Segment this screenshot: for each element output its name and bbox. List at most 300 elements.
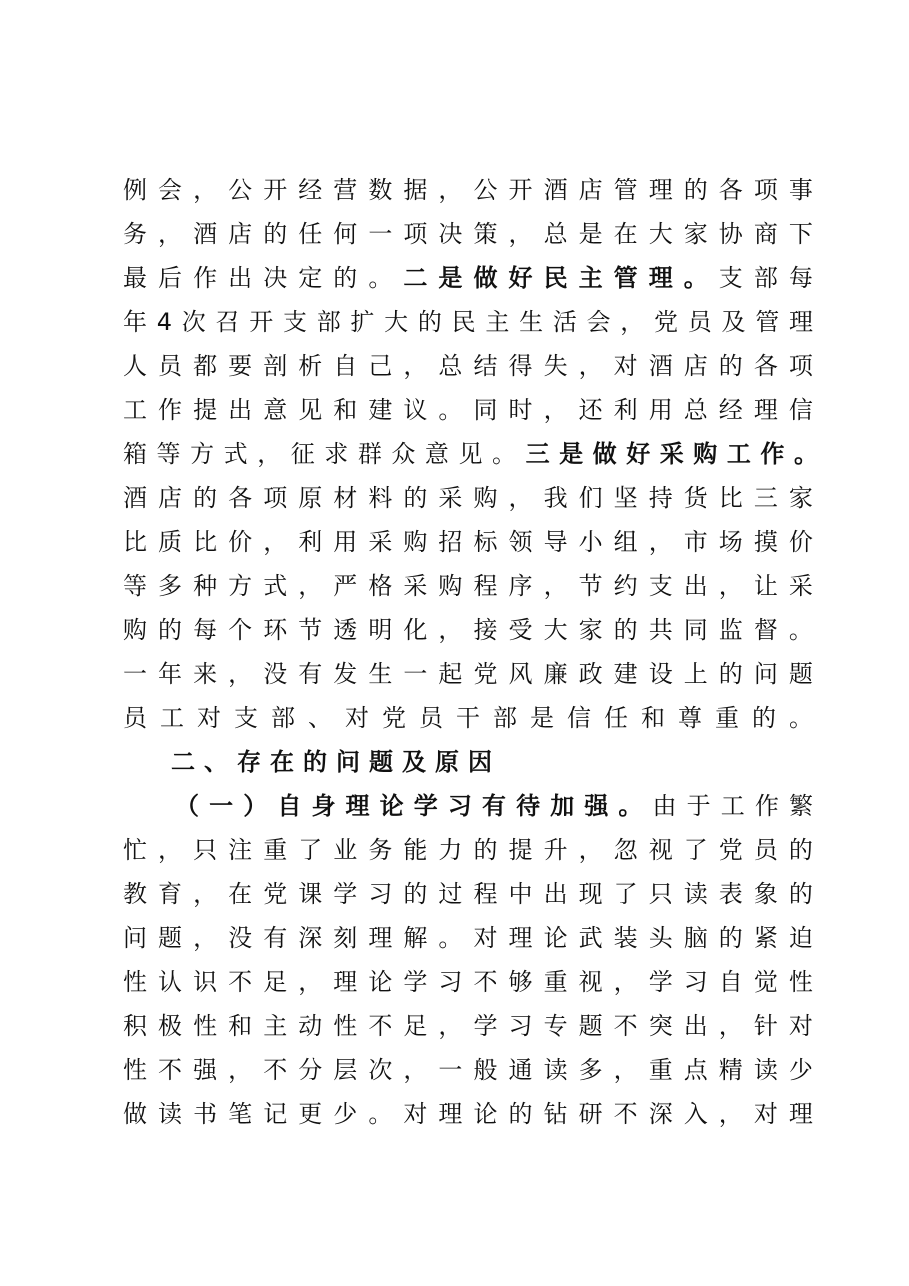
text-char: 的: [403, 484, 428, 512]
text-char: 紧: [753, 924, 778, 952]
text-char: 在: [613, 220, 638, 248]
text-char: 尊: [678, 704, 702, 732]
text-char: 比: [718, 484, 743, 512]
text-char: 的: [718, 660, 743, 688]
text-char: 的: [613, 616, 638, 644]
text-char: 头: [648, 924, 673, 952]
text-char: 征: [290, 440, 315, 468]
text-char: 理: [788, 1100, 813, 1128]
text-char: 采: [659, 440, 684, 468]
text-char: 采: [788, 572, 813, 600]
text-char: 重: [715, 704, 739, 732]
text-char: 用: [333, 528, 358, 556]
text-char: 、: [204, 748, 237, 776]
text-char: 的: [193, 484, 218, 512]
text-char: 问: [336, 748, 369, 776]
text-char: 何: [333, 220, 358, 248]
text-char: 不: [368, 1012, 393, 1040]
text-char: 性: [193, 1012, 218, 1040]
text-char: 只: [648, 880, 673, 908]
text-char: ，: [543, 572, 568, 600]
text-char: 家: [578, 616, 603, 644]
text-line: [123, 434, 818, 474]
text-char: 习: [447, 792, 472, 820]
text-line: [123, 346, 813, 386]
text-char: 等: [123, 572, 147, 600]
text-char: 主: [578, 264, 603, 292]
text-char: 学: [333, 880, 358, 908]
text-char: 一: [403, 660, 428, 688]
text-line: [123, 1006, 813, 1046]
text-char: 重: [648, 1056, 673, 1084]
text-char: 召: [215, 308, 240, 336]
text-char: 支: [282, 308, 307, 336]
text-char: 作: [193, 264, 218, 292]
text-char: 起: [438, 660, 463, 688]
text-char: 题: [158, 924, 183, 952]
text-char: 。: [438, 924, 463, 952]
text-line: [123, 302, 813, 342]
text-line: [123, 962, 813, 1002]
text-char: 忽: [613, 836, 638, 864]
text-char: 发: [333, 660, 358, 688]
text-char: 一: [209, 792, 234, 820]
text-char: 店: [158, 484, 183, 512]
text-char: （: [175, 792, 199, 820]
text-char: 市: [683, 528, 708, 556]
text-char: 研: [578, 1100, 603, 1128]
text-char: 现: [578, 880, 603, 908]
text-line: [123, 874, 813, 914]
text-char: 及: [721, 308, 746, 336]
text-char: 论: [368, 968, 393, 996]
text-char: 。: [618, 792, 643, 820]
text-char: 作: [754, 792, 779, 820]
text-char: 一: [438, 1056, 463, 1084]
text-char: 习: [683, 968, 708, 996]
text-char: 标: [473, 528, 498, 556]
text-char: 提: [193, 396, 218, 424]
text-char: 迫: [788, 924, 813, 952]
text-char: 商: [753, 220, 778, 248]
text-char: 性: [333, 1012, 358, 1040]
text-char: 同: [683, 616, 708, 644]
text-char: 理: [345, 792, 370, 820]
text-char: ，: [620, 308, 645, 336]
text-char: 及: [402, 748, 435, 776]
text-char: 教: [123, 880, 147, 908]
text-char: 做: [473, 264, 498, 292]
text-char: 党: [382, 704, 406, 732]
text-line: [123, 390, 813, 430]
text-char: 己: [368, 352, 393, 380]
text-char: 的: [718, 352, 743, 380]
text-char: 约: [613, 572, 638, 600]
text-char: 见: [298, 396, 323, 424]
text-char: 点: [683, 1056, 708, 1084]
text-char: 更: [298, 1100, 323, 1128]
text-char: 比: [123, 528, 147, 556]
text-char: 中: [508, 880, 533, 908]
text-char: 支: [648, 572, 673, 600]
text-char: 开: [249, 308, 274, 336]
text-char: 不: [228, 968, 253, 996]
text-char: 店: [683, 352, 708, 380]
text-char: 在: [270, 748, 303, 776]
text-char: 。: [683, 264, 708, 292]
text-char: ，: [718, 1100, 743, 1128]
text-char: 笔: [228, 1100, 253, 1128]
text-char: 店: [578, 176, 603, 204]
text-char: 管: [613, 264, 638, 292]
text-char: 课: [298, 880, 323, 908]
text-char: 理: [508, 924, 533, 952]
text-char: 项: [403, 220, 428, 248]
text-char: 价: [228, 528, 253, 556]
text-char: 人: [123, 352, 147, 380]
text-char: 扩: [350, 308, 375, 336]
text-char: 项: [788, 352, 813, 380]
text-char: 环: [263, 616, 288, 644]
text-char: 员: [687, 308, 712, 336]
text-char: 项: [753, 176, 778, 204]
text-char: 了: [683, 836, 708, 864]
text-char: 理: [438, 1100, 463, 1128]
text-char: 专: [543, 1012, 568, 1040]
text-char: 民: [543, 264, 568, 292]
text-char: 动: [298, 1012, 323, 1040]
text-char: 般: [473, 1056, 498, 1084]
text-char: 决: [263, 264, 288, 292]
text-char: 利: [298, 528, 323, 556]
text-char: 式: [223, 440, 248, 468]
text-char: 好: [508, 264, 533, 292]
text-char: 见: [458, 440, 483, 468]
text-char: 部: [753, 264, 778, 292]
text-char: ，: [648, 528, 673, 556]
text-char: 足: [403, 1012, 428, 1040]
text-char: 原: [435, 748, 468, 776]
text-char: 同: [473, 396, 498, 424]
text-char: 理: [333, 968, 358, 996]
text-char: 的: [417, 308, 442, 336]
text-char: 作: [760, 440, 785, 468]
text-char: 的: [333, 264, 358, 292]
text-char: 对: [753, 1100, 778, 1128]
text-char: 政: [578, 660, 603, 688]
text-char: ，: [193, 880, 218, 908]
text-char: 析: [298, 352, 323, 380]
text-line: [123, 1050, 813, 1090]
text-char: 购: [403, 528, 428, 556]
text-char: 据: [403, 176, 428, 204]
text-line: [175, 786, 813, 826]
text-char: 好: [626, 440, 651, 468]
text-char: 理: [368, 924, 393, 952]
text-char: 读: [543, 1056, 568, 1084]
text-char: 提: [508, 836, 533, 864]
text-char: 价: [788, 528, 813, 556]
text-char: 有: [481, 792, 506, 820]
text-char: 重: [543, 968, 568, 996]
text-char: 视: [578, 968, 603, 996]
text-char: 积: [123, 1012, 147, 1040]
text-char: 各: [228, 484, 253, 512]
text-char: ，: [298, 572, 323, 600]
text-char: 种: [193, 572, 218, 600]
text-char: 酒: [123, 484, 147, 512]
text-char: 小: [578, 528, 603, 556]
text-char: 题: [788, 660, 813, 688]
text-line: [123, 170, 813, 210]
text-char: ，: [193, 176, 218, 204]
text-char: 都: [193, 352, 218, 380]
text-char: 众: [391, 440, 416, 468]
text-char: 程: [473, 572, 498, 600]
text-char: 层: [333, 1056, 358, 1084]
text-char: 的: [752, 704, 776, 732]
text-char: 突: [648, 1012, 673, 1040]
text-char: 生: [368, 660, 393, 688]
text-char: 理: [648, 264, 673, 292]
text-char: ，: [158, 220, 183, 248]
text-char: 分: [298, 1056, 323, 1084]
text-char: 个: [228, 616, 253, 644]
text-char: 党: [654, 308, 679, 336]
text-char: 习: [368, 880, 393, 908]
text-char: 通: [508, 1056, 533, 1084]
text-char: 。: [438, 396, 463, 424]
text-char: 二: [171, 748, 204, 776]
text-char: ）: [243, 792, 268, 820]
text-char: ，: [578, 836, 603, 864]
text-char: 部: [316, 308, 341, 336]
text-char: 自: [333, 352, 358, 380]
text-char: 公: [228, 176, 253, 204]
text-char: 出: [683, 572, 708, 600]
text-line: [123, 258, 813, 298]
text-char: 风: [508, 660, 533, 688]
text-char: 的: [473, 836, 498, 864]
text-char: 。: [368, 1100, 393, 1128]
text-char: 做: [592, 440, 617, 468]
text-char: 钻: [543, 1100, 568, 1128]
text-char: ，: [613, 1056, 638, 1084]
text-char: 。: [789, 704, 813, 732]
text-char: 任: [604, 704, 628, 732]
text-char: 书: [193, 1100, 218, 1128]
text-char: 比: [193, 528, 218, 556]
text-char: 采: [403, 572, 428, 600]
text-char: 问: [123, 924, 147, 952]
text-char: 是: [578, 220, 603, 248]
text-char: 次: [181, 308, 206, 336]
text-char: 任: [298, 220, 323, 248]
text-char: 受: [508, 616, 533, 644]
text-char: 大: [543, 616, 568, 644]
text-char: 作: [158, 396, 183, 424]
text-char: ，: [718, 572, 743, 600]
text-char: 每: [193, 616, 218, 644]
text-char: 和: [333, 396, 358, 424]
text-char: 原: [298, 484, 323, 512]
text-char: 年: [158, 660, 183, 688]
text-char: 不: [613, 1012, 638, 1040]
text-char: 理: [648, 176, 673, 204]
text-char: 针: [753, 1012, 778, 1040]
text-line: [123, 478, 813, 518]
text-char: 加: [550, 792, 575, 820]
text-char: 性: [788, 968, 813, 996]
text-char: 场: [718, 528, 743, 556]
text-char: 方: [190, 440, 215, 468]
text-char: 身: [311, 792, 336, 820]
text-char: 的: [158, 616, 183, 644]
text-char: 让: [753, 572, 778, 600]
text-char: 督: [753, 616, 778, 644]
text-char: 群: [357, 440, 382, 468]
text-char: 民: [451, 308, 476, 336]
text-char: 忙: [123, 836, 147, 864]
text-char: 二: [403, 264, 428, 292]
text-char: 部: [271, 704, 295, 732]
text-char: 学: [473, 1012, 498, 1040]
text-char: 三: [753, 484, 778, 512]
text-char: 论: [473, 1100, 498, 1128]
text-char: 的: [403, 880, 428, 908]
text-char: 上: [683, 660, 708, 688]
text-char: 建: [613, 660, 638, 688]
text-char: 注: [228, 836, 253, 864]
text-char: 和: [228, 1012, 253, 1040]
text-char: 我: [543, 484, 568, 512]
text-line: [123, 214, 813, 254]
text-char: 觉: [753, 968, 778, 996]
text-char: 象: [753, 880, 778, 908]
text-char: 少: [333, 1100, 358, 1128]
text-char: 出: [228, 264, 253, 292]
text-char: 存: [237, 748, 270, 776]
text-char: 管: [755, 308, 780, 336]
text-char: 求: [324, 440, 349, 468]
text-char: 数: [368, 176, 393, 204]
text-char: 对: [197, 704, 221, 732]
text-char: 利: [613, 396, 638, 424]
text-char: 设: [648, 660, 673, 688]
text-char: 支: [234, 704, 258, 732]
text-char: 理: [788, 308, 813, 336]
text-line: [123, 654, 813, 694]
text-char: 解: [403, 924, 428, 952]
text-char: 。: [793, 440, 818, 468]
text-char: 务: [123, 220, 147, 248]
text-char: 学: [648, 968, 673, 996]
text-char: 家: [788, 484, 813, 512]
text-char: 因: [468, 748, 501, 776]
text-char: 得: [508, 352, 533, 380]
text-char: ，: [438, 1012, 463, 1040]
text-char: 自: [718, 968, 743, 996]
text-char: 酒: [648, 352, 673, 380]
text-char: 方: [228, 572, 253, 600]
text-char: ，: [403, 352, 428, 380]
text-char: 要: [228, 352, 253, 380]
text-char: 识: [193, 968, 218, 996]
text-char: 透: [333, 616, 358, 644]
text-char: 了: [298, 836, 323, 864]
text-char: 对: [403, 1100, 428, 1128]
text-char: 开: [263, 176, 288, 204]
text-char: 党: [263, 880, 288, 908]
text-char: 员: [158, 352, 183, 380]
text-char: 廉: [543, 660, 568, 688]
text-char: 各: [718, 176, 743, 204]
text-char: 经: [718, 396, 743, 424]
text-char: 大: [648, 220, 673, 248]
text-char: 读: [158, 1100, 183, 1128]
text-char: ，: [158, 836, 183, 864]
text-char: ，: [508, 220, 533, 248]
text-char: 的: [303, 748, 336, 776]
text-char: 没: [263, 660, 288, 688]
text-char: 对: [473, 924, 498, 952]
text-char: 由: [652, 792, 677, 820]
text-char: 表: [718, 880, 743, 908]
text-char: 在: [228, 880, 253, 908]
text-char: 会: [158, 176, 183, 204]
text-char: 一: [123, 660, 147, 688]
text-char: 题: [369, 748, 402, 776]
text-char: 生: [519, 308, 544, 336]
text-char: 足: [263, 968, 288, 996]
text-char: 最: [123, 264, 147, 292]
text-char: 式: [263, 572, 288, 600]
text-char: 例: [123, 176, 147, 204]
text-char: 的: [788, 836, 813, 864]
text-char: 论: [543, 924, 568, 952]
text-char: 酒: [193, 220, 218, 248]
text-char: 出: [543, 880, 568, 908]
text-char: 读: [753, 1056, 778, 1084]
text-char: 的: [683, 176, 708, 204]
text-char: 家: [683, 220, 708, 248]
text-char: 程: [473, 880, 498, 908]
text-char: 失: [543, 352, 568, 380]
text-char: 武: [578, 924, 603, 952]
text-char: 强: [193, 1056, 218, 1084]
text-char: ，: [257, 440, 282, 468]
text-char: 们: [578, 484, 603, 512]
text-char: 党: [473, 660, 498, 688]
text-char: 大: [384, 308, 409, 336]
text-char: 议: [403, 396, 428, 424]
text-char: 不: [613, 1100, 638, 1128]
text-char: 业: [333, 836, 358, 864]
text-char: ，: [403, 1056, 428, 1084]
text-char: 待: [516, 792, 541, 820]
text-char: 和: [641, 704, 665, 732]
text-char: 对: [788, 1012, 813, 1040]
text-char: 入: [683, 1100, 708, 1128]
text-char: 性: [123, 968, 147, 996]
text-line: [123, 522, 813, 562]
text-char: 意: [263, 396, 288, 424]
text-char: 领: [508, 528, 533, 556]
text-char: 策: [473, 220, 498, 248]
text-char: 脑: [683, 924, 708, 952]
text-char: 做: [123, 1100, 147, 1128]
text-char: 意: [424, 440, 449, 468]
